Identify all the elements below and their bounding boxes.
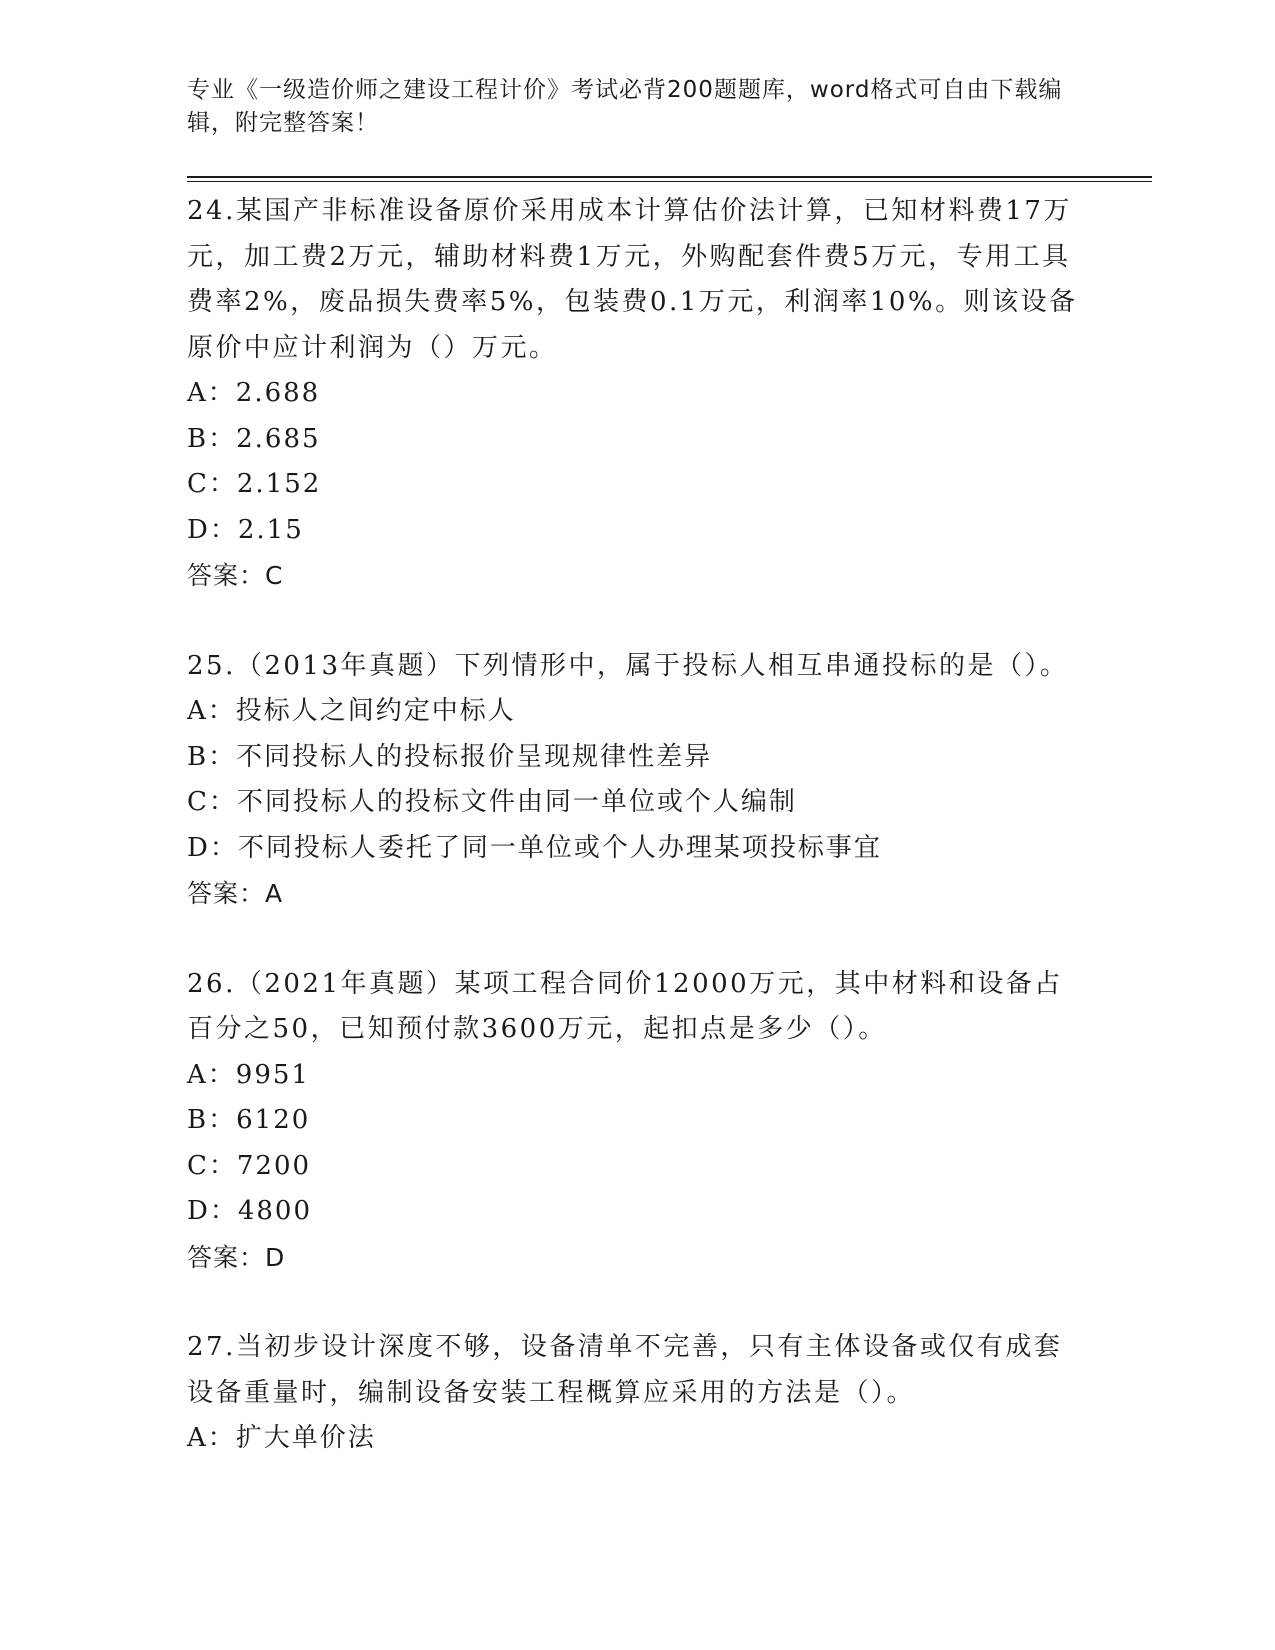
question-24	[187, 189, 1087, 599]
option-a: A：扩大单价法	[187, 1423, 376, 1453]
header-divider-thick	[187, 176, 1152, 178]
question-25	[187, 644, 1087, 917]
option-c: C：不同投标人的投标文件由同一单位或个人编制	[187, 787, 797, 817]
option-c: C：7200	[187, 1150, 312, 1181]
option-c: C：2.152	[187, 469, 322, 499]
question-stem: 25.（2013年真题）下列情形中，属于投标人相互串通投标的是（）。	[187, 650, 1069, 681]
question-list	[187, 189, 1087, 1462]
header-divider-thin	[187, 181, 1152, 182]
option-d: D：不同投标人委托了同一单位或个人办理某项投标事宜	[187, 832, 882, 863]
question-stem: 27.当初步设计深度不够，设备清单不完善，只有主体设备或仅有成套设备重量时，编制设备安装工程概算应采用的方法是（）。	[187, 1332, 1063, 1408]
question-26	[187, 962, 1087, 1281]
option-d: D：2.15	[187, 514, 304, 545]
question-stem: 26.（2021年真题）某项工程合同价12000万元，其中材料和设备占百分之50，已知预付款3600万元，起扣点是多少（）。	[187, 968, 1063, 1044]
question-stem: 24.某国产非标准设备原价采用成本计算估价法计算，已知材料费17万元，加工费2万元，辅助材料费1万元，外购配套件费5万元，专用工具费率2%，废品损失费率5%，包装费0.1万元，利润率10%。则该设备原价中应计利润为（）万元。	[187, 196, 1078, 363]
option-a: A：投标人之间约定中标人	[187, 696, 516, 726]
option-b: B：不同投标人的投标报价呈现规律性差异	[187, 741, 713, 772]
answer-line: 答案：D	[187, 1242, 286, 1272]
option-b: B：2.685	[187, 423, 321, 454]
document-header: 专业《一级造价师之建设工程计价》考试必背200题题库，word格式可自由下载编辑，附完整答案！	[187, 77, 1063, 136]
option-b: B：6120	[187, 1105, 311, 1135]
option-d: D：4800	[187, 1196, 313, 1226]
question-27	[187, 1325, 1087, 1462]
answer-line: 答案：A	[187, 879, 284, 908]
answer-line: 答案：C	[187, 561, 284, 590]
option-a: A：9951	[187, 1059, 310, 1090]
option-a: A：2.688	[187, 378, 321, 408]
